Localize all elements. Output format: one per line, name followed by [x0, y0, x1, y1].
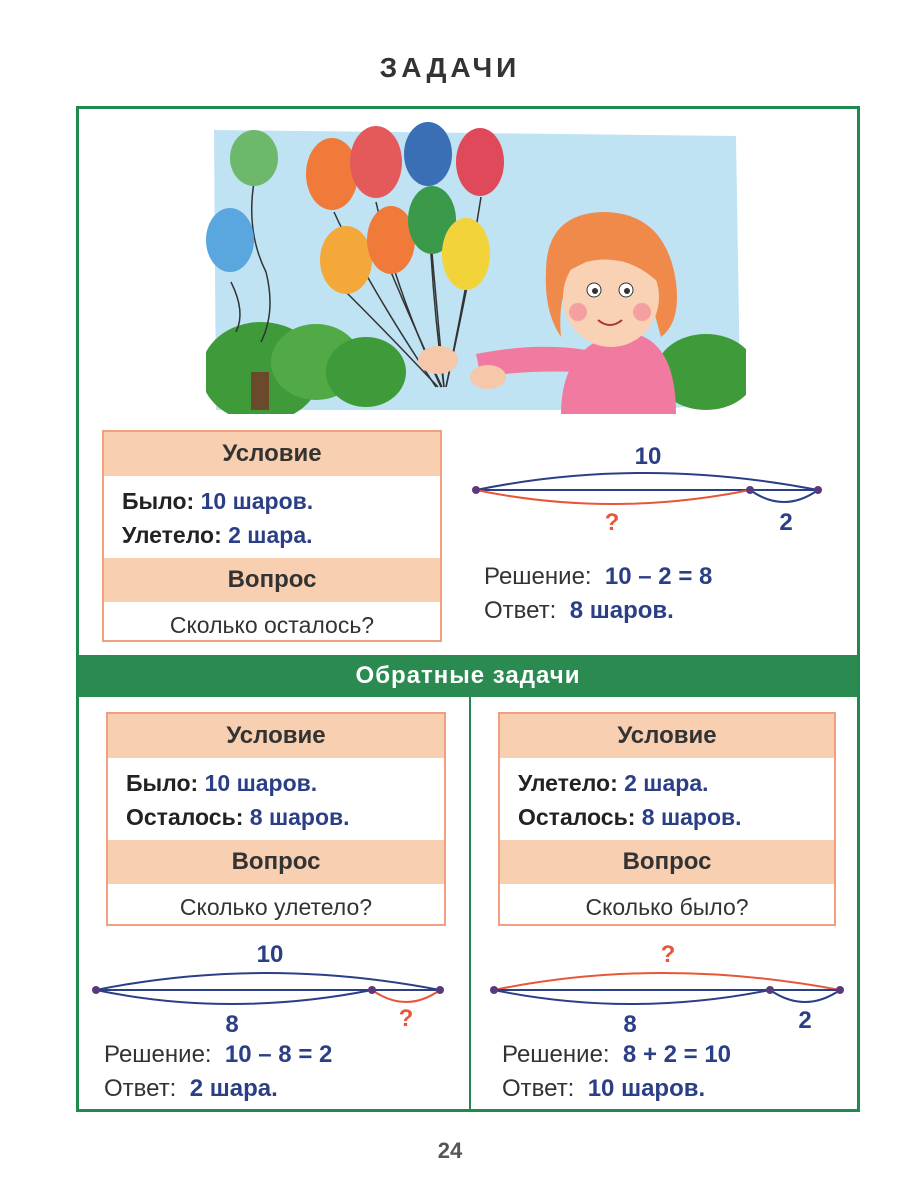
- condition-label-2: Улетело:: [122, 522, 222, 548]
- question-header: Вопрос: [500, 840, 834, 884]
- answer-value: 8 шаров.: [569, 597, 674, 624]
- answer-label: Ответ:: [104, 1075, 177, 1102]
- diagram-unknown-label: ?: [398, 1005, 414, 1032]
- diagram-unknown-label: ?: [660, 941, 676, 968]
- condition-label-1: Было:: [122, 488, 195, 514]
- question-text: Сколько улетело?: [179, 894, 373, 920]
- segment-diagram-left: [84, 940, 464, 1040]
- answer-label: Ответ:: [484, 597, 557, 624]
- question-header: Вопрос: [104, 558, 440, 602]
- question-text: Сколько было?: [585, 894, 749, 920]
- answer-label: Ответ:: [502, 1075, 575, 1102]
- segment-diagram-main: [462, 438, 842, 538]
- diagram-total-label: 10: [634, 443, 662, 470]
- segment-diagram-right: [480, 940, 860, 1040]
- page-number: 24: [437, 1138, 463, 1163]
- diagram-part-label: 8: [623, 1011, 637, 1038]
- solution-block-right: [502, 1038, 731, 1106]
- answer-value: 10 шаров.: [587, 1075, 706, 1102]
- diagram-part-label: 2: [779, 509, 793, 536]
- condition-header: Условие: [500, 714, 834, 758]
- solution-value: 10 – 8 = 2: [224, 1041, 333, 1068]
- column-divider: [469, 697, 471, 1109]
- page-title: ЗАДАЧИ: [379, 52, 521, 83]
- diagram-total-label: 10: [256, 941, 284, 968]
- diagram-unknown-label: ?: [604, 509, 620, 536]
- girl-with-balloons-illustration: [206, 122, 746, 414]
- condition-label-2: Осталось:: [518, 804, 636, 830]
- condition-value-2: 8 шаров.: [641, 804, 742, 830]
- condition-label-1: Улетело:: [518, 770, 618, 796]
- condition-body: [500, 758, 834, 840]
- solution-value: 10 – 2 = 8: [604, 563, 713, 590]
- condition-value-1: 10 шаров.: [204, 770, 318, 796]
- condition-value-1: 2 шара.: [624, 770, 709, 796]
- diagram-part-label: 8: [225, 1011, 239, 1038]
- condition-value-2: 8 шаров.: [249, 804, 350, 830]
- condition-card-main: [102, 430, 442, 642]
- solution-block-left: [104, 1038, 332, 1106]
- question-header: Вопрос: [108, 840, 444, 884]
- condition-card-left: [106, 712, 446, 926]
- solution-value: 8 + 2 = 10: [622, 1041, 732, 1068]
- condition-body: [108, 758, 444, 840]
- inverse-tasks-banner: Обратные задачи: [79, 655, 857, 697]
- condition-label-1: Было:: [126, 770, 199, 796]
- condition-header: Условие: [108, 714, 444, 758]
- question-text: Сколько осталось?: [169, 612, 375, 638]
- solution-label: Решение:: [484, 563, 592, 590]
- solution-block-main: [484, 560, 712, 628]
- solution-label: Решение:: [502, 1041, 610, 1068]
- answer-value: 2 шара.: [189, 1075, 278, 1102]
- diagram-part-label-2: 2: [798, 1007, 812, 1034]
- condition-value-2: 2 шара.: [228, 522, 313, 548]
- condition-card-right: [498, 712, 836, 926]
- condition-value-1: 10 шаров.: [200, 488, 314, 514]
- condition-label-2: Осталось:: [126, 804, 244, 830]
- solution-label: Решение:: [104, 1041, 212, 1068]
- condition-body: [104, 476, 440, 558]
- condition-header: Условие: [104, 432, 440, 476]
